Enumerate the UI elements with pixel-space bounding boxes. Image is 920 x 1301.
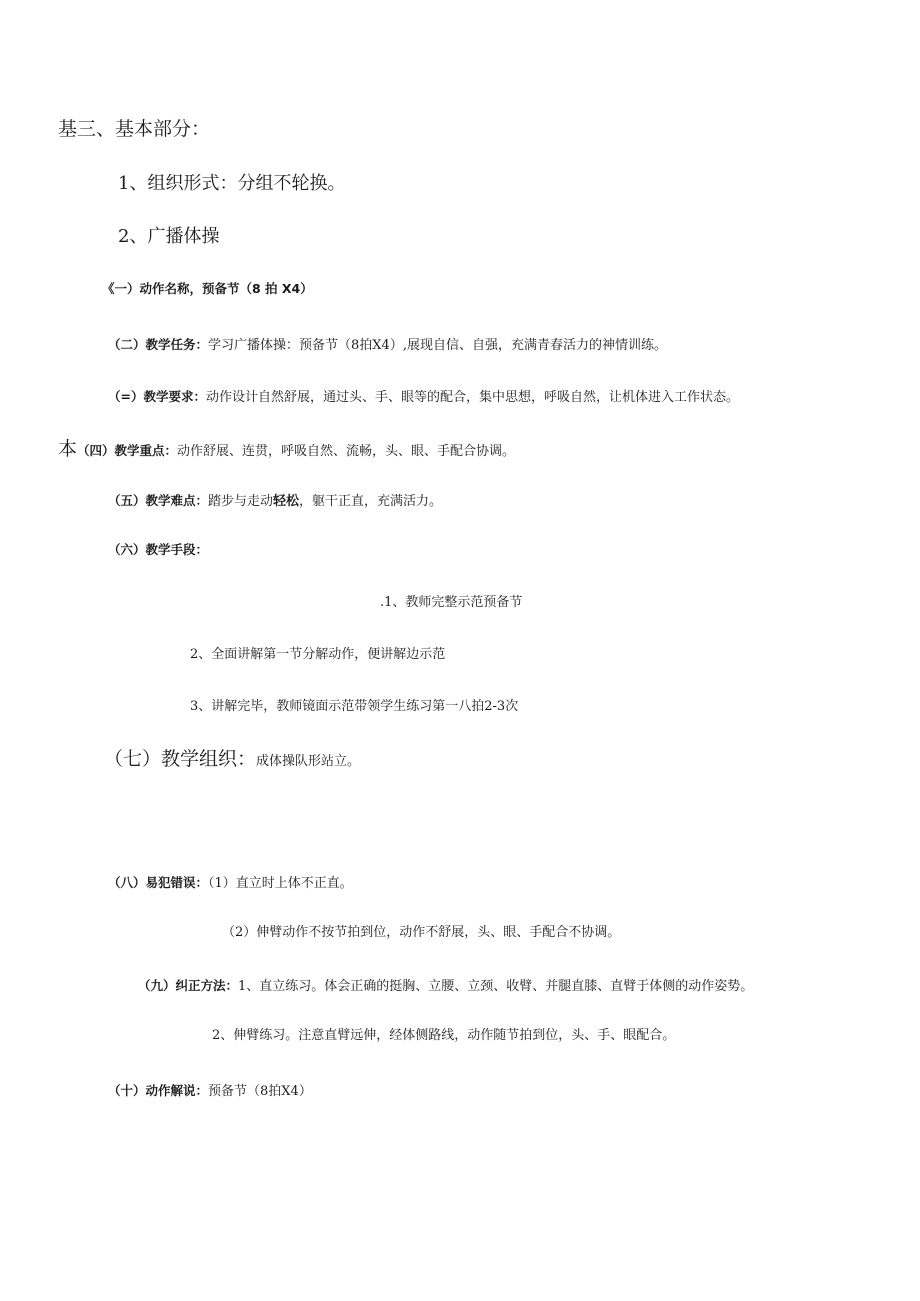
action-explanation-text: 预备节（8拍X4） bbox=[208, 1084, 312, 1099]
common-errors-item-2: （2）伸臂动作不按节拍到位，动作不舒展，头、眼、手配合不协调。 bbox=[222, 925, 621, 940]
item-broadcast-exercise: 2、广播体操 bbox=[118, 226, 220, 247]
correction-method-item-2: 2、伸臂练习。注意直臂远伸，经体侧路线，动作随节拍到位，头、手、眼配合。 bbox=[212, 1028, 676, 1043]
teaching-focus-line bbox=[58, 440, 515, 459]
teaching-task-label: （二）教学任务： bbox=[108, 337, 209, 352]
teaching-organization-text: 成体操队形站立。 bbox=[256, 754, 361, 769]
margin-char: 本 bbox=[58, 438, 78, 460]
teaching-means-item-1: .1、教师完整示范预备节 bbox=[380, 595, 523, 610]
teaching-requirement-text: 动作设计自然舒展，通过头、手、眼等的配合，集中思想，呼吸自然，让机体进入工作状态。 bbox=[205, 390, 739, 405]
teaching-focus-label: （四）教学重点： bbox=[77, 443, 178, 458]
common-errors-line bbox=[108, 874, 353, 890]
teaching-requirement-label: （=）教学要求： bbox=[108, 389, 206, 404]
correction-method-text: 1、直立练习。体会正确的挺胸、立腰、立颈、收臂、并腿直膝、直臂于体侧的动作姿势。 bbox=[238, 979, 754, 994]
teaching-means-item-2: 2、全面讲解第一节分解动作，便讲解边示范 bbox=[190, 647, 446, 662]
common-errors-label: （八）易犯错误： bbox=[108, 875, 209, 890]
action-explanation-line bbox=[108, 1082, 312, 1098]
action-explanation-label: （十）动作解说： bbox=[108, 1083, 209, 1098]
correction-method-line bbox=[138, 977, 753, 993]
teaching-difficulty-text-after: ，躯干正直，充满活力。 bbox=[299, 494, 443, 509]
section-heading: 基三、基本部分： bbox=[58, 118, 211, 140]
teaching-difficulty-label: （五）教学难点： bbox=[108, 493, 209, 508]
teaching-organization-label: （七）教学组织： bbox=[104, 748, 257, 770]
teaching-means-label: （六）教学手段： bbox=[108, 542, 209, 557]
teaching-focus-text: 动作舒展、连贯，呼吸自然、流畅，头、眼、手配合协调。 bbox=[177, 444, 516, 459]
item-organization-form: 1、组织形式：分组不轮换。 bbox=[118, 173, 346, 194]
teaching-task-line bbox=[108, 336, 667, 352]
teaching-difficulty-bold-word: 轻松 bbox=[273, 494, 300, 509]
teaching-requirement-line bbox=[108, 388, 739, 404]
teaching-means-item-3: 3、讲解完毕，教师镜面示范带领学生练习第一八拍2-3次 bbox=[190, 699, 519, 714]
action-name-line: 《一）动作名称，预备节（8 拍 X4） bbox=[102, 281, 313, 296]
teaching-task-text: 学习广播体操：预备节（8拍X4）,展现自信、自强，充满青春活力的神情训练。 bbox=[208, 338, 667, 353]
teaching-difficulty-text: 踏步与走动 bbox=[208, 494, 274, 509]
teaching-organization-line bbox=[104, 750, 360, 769]
correction-method-label: （九）纠正方法： bbox=[138, 978, 239, 993]
teaching-difficulty-line bbox=[108, 492, 442, 508]
common-errors-text: （1）直立时上体不正直。 bbox=[208, 876, 353, 891]
